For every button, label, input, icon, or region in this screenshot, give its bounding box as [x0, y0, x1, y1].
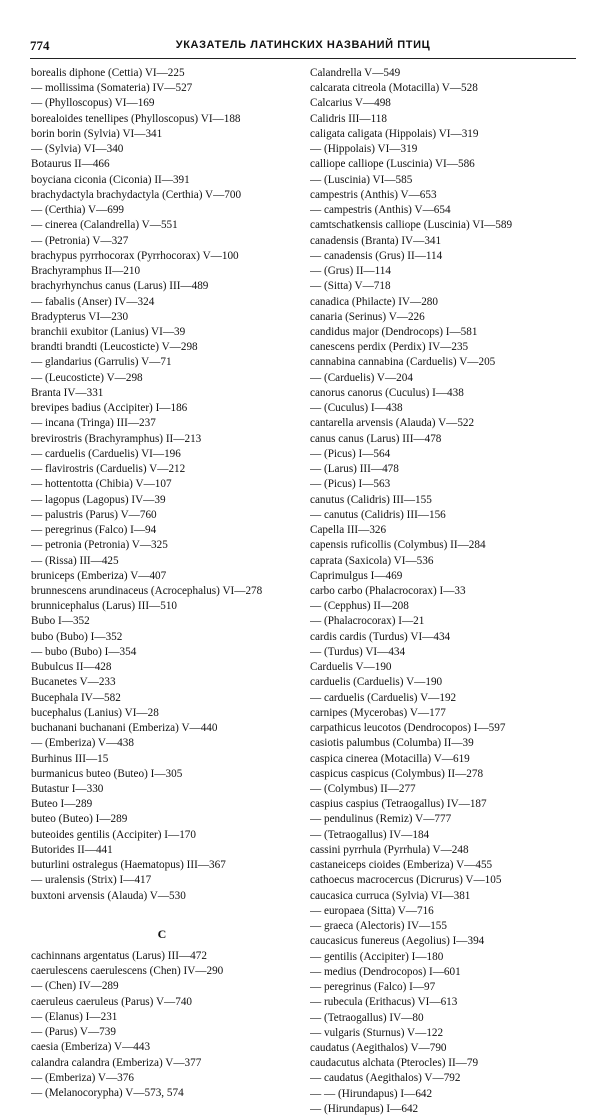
- page-number: 774: [30, 38, 50, 53]
- index-entry: caudacutus alchata (Pterocles) II—79: [310, 1057, 479, 1070]
- index-entry: — carduelis (Carduelis) VI—196: [31, 447, 181, 460]
- index-entry: — (Luscinia) VI—585: [310, 173, 413, 186]
- index-entry: brevipes badius (Accipiter) I—186: [31, 402, 188, 415]
- index-entry: carduelis (Carduelis) V—190: [310, 676, 443, 689]
- index-entry: — peregrinus (Falco) I—97: [310, 981, 436, 994]
- index-entry: — graeca (Alectoris) IV—155: [310, 920, 447, 933]
- index-entry: Carduelis V—190: [310, 661, 392, 674]
- index-entry: Brachyramphus II—210: [31, 265, 141, 278]
- index-entry: candidus major (Dendrocops) I—581: [310, 325, 478, 338]
- index-entry: — mollissima (Somateria) IV—527: [31, 82, 193, 95]
- index-entry: bubo (Bubo) I—352: [31, 630, 123, 643]
- index-entry: caspica cinerea (Motacilla) V—619: [310, 752, 470, 765]
- index-entry: borin borin (Sylvia) VI—341: [31, 127, 163, 140]
- index-entry: calandra calandra (Emberiza) V—377: [31, 1056, 202, 1069]
- index-entry: campestris (Anthis) V—653: [310, 188, 437, 201]
- index-entry: — (Leucosticte) V—298: [31, 371, 143, 384]
- index-entry: — pendulinus (Remiz) V—777: [310, 813, 452, 826]
- index-entry: bruniceps (Emberiza) V—407: [31, 569, 167, 582]
- index-entry: caucasicus funereus (Aegolius) I—394: [310, 935, 485, 948]
- index-entry: — europaea (Sitta) V—716: [310, 904, 434, 917]
- index-entry: — (Certhia) V—699: [31, 204, 125, 217]
- index-section-c: [31, 949, 293, 1101]
- index-entry: camtschatkensis calliope (Luscinia) VI—589: [310, 219, 513, 232]
- index-entry: — (Turdus) VI—434: [310, 645, 406, 658]
- index-entry: — caudatus (Aegithalos) V—792: [310, 1072, 461, 1085]
- index-entry: Burhinus III—15: [31, 752, 109, 765]
- index-entry: canus canus (Larus) III—478: [310, 432, 442, 445]
- index-entry: buteoides gentilis (Accipiter) I—170: [31, 828, 196, 841]
- index-entry: — cinerea (Calandrella) V—551: [31, 219, 178, 232]
- index-entry: — canadensis (Grus) II—114: [310, 249, 443, 262]
- index-entry: Butastur I—330: [31, 783, 104, 796]
- index-entry: brandti brandti (Leucosticte) V—298: [31, 341, 198, 354]
- index-entry: — glandarius (Garrulis) V—71: [31, 356, 172, 369]
- index-entry: caligata caligata (Hippolais) VI—319: [310, 127, 479, 140]
- index-entry: caesia (Emberiza) V—443: [31, 1041, 151, 1054]
- index-entry: burmanicus buteo (Buteo) I—305: [31, 767, 183, 780]
- index-entry: — (Picus) I—563: [310, 478, 391, 491]
- index-entry: — hottentotta (Chibia) V—107: [31, 478, 172, 491]
- index-entry: cantarella arvensis (Alauda) V—522: [310, 417, 475, 430]
- index-entry: Bucephala IV—582: [31, 691, 121, 704]
- index-entry: — canutus (Calidris) III—156: [310, 508, 446, 521]
- index-entry: — uralensis (Strix) I—417: [31, 874, 152, 887]
- index-entry: — (Phalacrocorax) I—21: [310, 615, 425, 628]
- index-entry: Bradypterus VI—230: [31, 310, 129, 323]
- index-entry: — (Chen) IV—289: [31, 980, 119, 993]
- index-entry: — (Sylvia) VI—340: [31, 143, 124, 156]
- index-entry: capensis ruficollis (Colymbus) II—284: [310, 539, 486, 552]
- index-entry: — (Picus) I—564: [310, 447, 391, 460]
- index-entry: — peregrinus (Falco) I—94: [31, 524, 157, 537]
- index-entry: brachypus pyrrhocorax (Pyrrhocorax) V—100: [31, 249, 239, 262]
- index-entry: — (Grus) II—114: [310, 265, 391, 278]
- index-entry: calcarata citreola (Motacilla) V—528: [310, 82, 478, 95]
- index-entry: casiotis palumbus (Columba) II—39: [310, 737, 474, 750]
- index-entry: — (Melanocorypha) V—573, 574: [31, 1087, 184, 1099]
- index-entry: canadensis (Branta) IV—341: [310, 234, 442, 247]
- index-entry: caeruleus caeruleus (Parus) V—740: [31, 995, 193, 1008]
- index-entry: Calandrella V—549: [310, 67, 401, 79]
- index-entry: canorus canorus (Cuculus) I—438: [310, 386, 464, 399]
- index-entry: cardis cardis (Turdus) VI—434: [310, 630, 451, 643]
- index-entry: buxtoni arvensis (Alauda) V—530: [31, 889, 186, 902]
- index-entry: caprata (Saxicola) VI—536: [310, 554, 434, 567]
- index-entry: cassini pyrrhula (Pyrrhula) V—248: [310, 843, 469, 856]
- index-entry: — (Emberiza) V—438: [31, 737, 134, 750]
- index-entry: Bubulcus II—428: [31, 661, 112, 674]
- index-entry: canutus (Calidris) III—155: [310, 493, 432, 506]
- index-entry: buteo (Buteo) I—289: [31, 813, 128, 826]
- index-entry: — (Cepphus) II—208: [310, 600, 409, 613]
- index-entry: — rubecula (Erithacus) VI—613: [310, 996, 458, 1009]
- index-entry: calliope calliope (Luscinia) VI—586: [310, 158, 475, 171]
- index-entry: — campestris (Anthis) V—654: [310, 204, 451, 217]
- index-entry: — gentilis (Accipiter) I—180: [310, 950, 444, 963]
- section-spacer: [31, 904, 293, 919]
- index-entry: caspicus caspicus (Colymbus) II—278: [310, 767, 484, 780]
- index-entry: — (Hirundapus) I—642: [310, 1102, 419, 1115]
- section-letter-c: C: [157, 926, 167, 941]
- index-entry: canaria (Serinus) V—226: [310, 310, 425, 323]
- index-entry: branchii exubitor (Lanius) VI—39: [31, 325, 186, 338]
- index-entry: — fabalis (Anser) IV—324: [31, 295, 155, 308]
- index-entry: cachinnans argentatus (Larus) III—472: [31, 949, 207, 962]
- index-entry: brachydactyla brachydactyla (Certhia) V—700: [31, 188, 242, 201]
- index-entry: — incana (Tringa) III—237: [31, 417, 156, 430]
- index-entry: brachyrhynchus canus (Larus) III—489: [31, 280, 209, 293]
- index-entry: — lagopus (Lagopus) IV—39: [31, 493, 166, 506]
- index-entry: boyciana ciconia (Ciconia) II—391: [31, 173, 190, 186]
- index-entry: — (Rissa) III—425: [31, 554, 119, 567]
- index-entry: — (Phylloscopus) VI—169: [31, 97, 155, 110]
- index-entry: — (Elanus) I—231: [31, 1010, 118, 1023]
- index-entry: — (Colymbus) II—277: [310, 783, 416, 796]
- index-entry: Capella III—326: [310, 524, 387, 537]
- index-entry: — (Hippolais) VI—319: [310, 143, 418, 156]
- index-entry: castaneiceps cioides (Emberiza) V—455: [310, 859, 493, 872]
- index-entry: caucasica curruca (Sylvia) VI—381: [310, 889, 471, 902]
- index-entry: — flavirostris (Carduelis) V—212: [31, 463, 186, 476]
- index-entry: Branta IV—331: [31, 386, 104, 399]
- index-entry: Caprimulgus I—469: [310, 569, 403, 582]
- index-entry: — (Sitta) V—718: [310, 280, 391, 293]
- left-column: [31, 66, 293, 1101]
- index-entry: caspius caspius (Tetraogallus) IV—187: [310, 798, 487, 811]
- index-entry: borealis diphone (Cettia) VI—225: [31, 67, 185, 79]
- index-entry: buchanani buchanani (Emberiza) V—440: [31, 722, 218, 735]
- index-entry: cathoecus macrocercus (Dicrurus) V—105: [310, 874, 502, 887]
- page-header: [30, 36, 576, 59]
- index-entry: Bucanetes V—233: [31, 676, 116, 689]
- index-section-b: [31, 66, 293, 904]
- index-section-c-continued: [310, 66, 572, 1117]
- index-entry: — (Petronia) V—327: [31, 234, 129, 247]
- index-entry: — (Tetraogallus) IV—184: [310, 828, 430, 841]
- index-entry: — (Carduelis) V—204: [310, 371, 413, 384]
- index-entry: canadica (Philacte) IV—280: [310, 295, 438, 308]
- index-entry: — — (Hirundapus) I—642: [310, 1087, 433, 1100]
- index-entry: — palustris (Parus) V—760: [31, 508, 157, 521]
- index-entry: cannabina cannabina (Carduelis) V—205: [310, 356, 496, 369]
- index-entry: — medius (Dendrocopos) I—601: [310, 965, 461, 978]
- index-entry: — petronia (Petronia) V—325: [31, 539, 168, 552]
- index-entry: buturlini ostralegus (Haematopus) III—367: [31, 859, 226, 872]
- index-entry: — (Parus) V—739: [31, 1026, 116, 1039]
- index-entry: canescens perdix (Perdix) IV—235: [310, 341, 469, 354]
- index-entry: — (Larus) III—478: [310, 463, 399, 476]
- index-entry: — vulgaris (Sturnus) V—122: [310, 1026, 444, 1039]
- index-entry: — bubo (Bubo) I—354: [31, 645, 137, 658]
- index-entry: brunnicephalus (Larus) III—510: [31, 600, 178, 613]
- index-entry: carbo carbo (Phalacrocorax) I—33: [310, 584, 466, 597]
- index-entry: Bubo I—352: [31, 615, 90, 628]
- index-entry: caerulescens caerulescens (Chen) IV—290: [31, 965, 224, 978]
- index-entry: — carduelis (Carduelis) V—192: [310, 691, 457, 704]
- index-entry: bucephalus (Lanius) VI—28: [31, 706, 159, 719]
- index-entry: borealoides tenellipes (Phylloscopus) VI—188: [31, 112, 241, 125]
- index-entry: — (Cuculus) I—438: [310, 402, 403, 415]
- index-entry: Calcarius V—498: [310, 97, 391, 110]
- index-entry: caudatus (Aegithalos) V—790: [310, 1042, 447, 1054]
- index-entry: Botaurus II—466: [31, 158, 110, 171]
- index-entry: — (Tetraogallus) IV—80: [310, 1011, 424, 1024]
- index-entry: — (Emberiza) V—376: [31, 1071, 134, 1084]
- index-entry: carpathicus leucotos (Dendrocopos) I—597: [310, 722, 506, 735]
- index-entry: Butorides II—441: [31, 843, 113, 856]
- index-entry: Buteo I—289: [31, 798, 93, 811]
- right-column: [310, 66, 572, 1117]
- index-entry: carnipes (Mycerobas) V—177: [310, 706, 446, 719]
- index-entry: Calidris III—118: [310, 112, 387, 125]
- index-entry: brunnescens arundinaceus (Acrocephalus) VI—278: [31, 584, 263, 597]
- running-title: УКАЗАТЕЛЬ ЛАТИНСКИХ НАЗВАНИЙ ПТИЦ: [175, 39, 431, 51]
- index-entry: brevirostris (Brachyramphus) II—213: [31, 432, 202, 445]
